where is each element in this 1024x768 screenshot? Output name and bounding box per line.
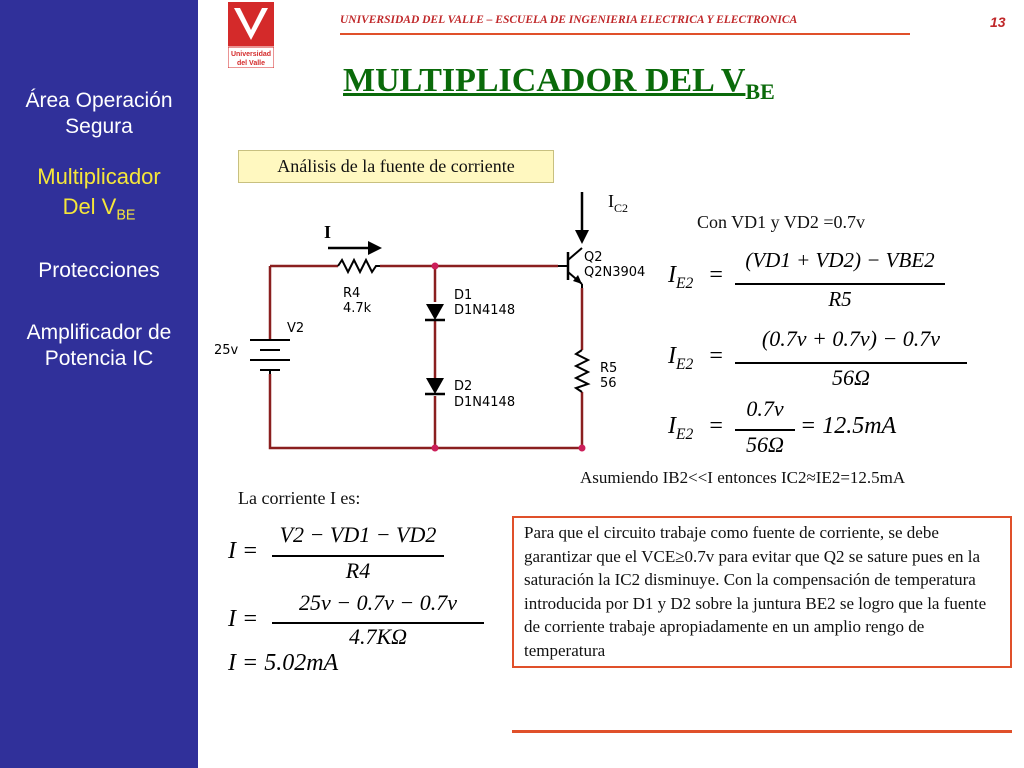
logo-text: Universidad xyxy=(230,51,272,58)
title-subscript: BE xyxy=(745,78,775,104)
eq1-fraction-line xyxy=(735,283,945,285)
q2-part: Q2N3904 xyxy=(584,265,646,280)
left-eq1-fraction-line xyxy=(272,555,444,557)
left-eq2-denominator: 4.7KΩ xyxy=(348,624,408,649)
eq-lhs-subscript: E2 xyxy=(676,355,694,373)
left-eq1-lhs: I = xyxy=(228,538,259,564)
r4-name: R4 xyxy=(343,286,361,301)
sidebar-item-label: Protecciones xyxy=(38,259,160,282)
r4-value: 4.7k xyxy=(343,301,372,316)
sidebar-item-protecciones[interactable] xyxy=(0,258,198,284)
q2-name: Q2 xyxy=(584,250,603,265)
eq3-result: = 12.5mA xyxy=(800,413,897,439)
r5-name: R5 xyxy=(600,361,618,376)
left-eq1-numerator: V2 − VD1 − VD2 xyxy=(279,522,437,547)
sidebar-item-label: Del V xyxy=(62,194,117,219)
eq3-denominator: 56Ω xyxy=(746,432,784,457)
university-header: UNIVERSIDAD DEL VALLE – ESCUELA DE INGENIERIA ELECTRICA Y ELECTRONICA xyxy=(340,14,798,26)
resistor-r4-icon xyxy=(338,260,380,272)
transistor-q2-icon xyxy=(558,248,582,288)
page-number: 13 xyxy=(990,14,1006,30)
sidebar-item-label: Área Operación xyxy=(25,89,173,112)
eq2-denominator: 56Ω xyxy=(832,365,870,390)
d2-name: D2 xyxy=(454,379,473,394)
d1-name: D1 xyxy=(454,288,473,303)
resistor-r5-icon xyxy=(576,350,588,392)
header-divider xyxy=(340,33,910,35)
current-arrow-icon xyxy=(328,241,382,255)
left-eq2-lhs: I = xyxy=(228,606,259,632)
current-label: I xyxy=(324,222,332,242)
eq-lhs: I xyxy=(668,413,676,439)
eq3-numerator: 0.7v xyxy=(746,396,784,421)
sidebar-item-amplificador[interactable] xyxy=(0,320,198,372)
left-eq1-denominator: R4 xyxy=(345,558,371,583)
sidebar-item-multiplicador[interactable] xyxy=(0,162,198,230)
sidebar-item-label: Amplificador de xyxy=(26,321,172,344)
explanation-paragraph: Para que el circuito trabaje como fuente de corriente, se debe garantizar que el VCE≥0.7v para evitar que Q2 se sature pues en la saturación la IC2 disminuye. Con la compensación de temperatura introducida por D1 y D2 sobre la juntura BE2 se logro que la fuente de corriente trabaje apropiadamente en un amplio rengo de temperatura xyxy=(512,516,1012,668)
eq-lhs: I xyxy=(668,343,676,369)
circuit-wires xyxy=(270,266,582,448)
ic2-label: $I_{C2}$ xyxy=(608,191,629,215)
r5-value: 56 xyxy=(600,376,617,391)
sidebar-item-label: Multiplicador xyxy=(37,164,161,189)
d1-part: D1N4148 xyxy=(454,303,516,318)
page-title xyxy=(343,62,775,105)
left-eq3: I = 5.02mA xyxy=(228,650,339,676)
current-intro-text: La corriente I es: xyxy=(238,488,361,508)
sidebar-item-label: Segura xyxy=(65,115,133,138)
eq1-denominator: R5 xyxy=(828,287,852,311)
diode-d1-icon xyxy=(425,304,445,320)
eq1-lhs: $I_{E2}$ = xyxy=(668,262,723,292)
sidebar-item-label: Potencia IC xyxy=(44,347,154,370)
ic2-arrow-icon xyxy=(575,192,589,244)
assumption-text: Asumiendo IB2<<I entonces IC2≈IE2=12.5mA xyxy=(580,468,906,487)
title-main: MULTIPLICADOR DEL V xyxy=(343,62,746,99)
v2-value: 25v xyxy=(214,343,239,358)
eq-lhs: I xyxy=(668,262,676,288)
sidebar-item-subscript: BE xyxy=(116,207,136,224)
left-eq2-numerator: 25v − 0.7v − 0.7v xyxy=(299,590,457,615)
eq-lhs-subscript: E2 xyxy=(676,274,694,292)
logo-text: del Valle xyxy=(236,60,266,67)
eq3-fraction-line xyxy=(735,429,795,431)
university-logo xyxy=(228,2,274,68)
bottom-divider xyxy=(512,730,1012,733)
sidebar-item-area-operacion[interactable] xyxy=(0,88,198,140)
diode-d2-icon xyxy=(425,378,445,394)
eq2-lhs: $I_{E2}$ = xyxy=(668,343,723,373)
eq2-fraction-line xyxy=(735,362,967,364)
condition-text: Con VD1 y VD2 =0.7v xyxy=(697,212,866,232)
eq3-lhs: $I_{E2}$ = xyxy=(668,413,723,443)
section-label: Análisis de la fuente de corriente xyxy=(238,150,554,183)
eq2-numerator: (0.7v + 0.7v) − 0.7v xyxy=(761,326,941,351)
v2-name: V2 xyxy=(287,321,305,336)
eq1-numerator: (VD1 + VD2) − VBE2 xyxy=(745,248,935,272)
eq-lhs-subscript: E2 xyxy=(676,425,694,443)
circuit-diagram xyxy=(210,180,660,480)
d2-part: D1N4148 xyxy=(454,395,516,410)
battery-v2-icon xyxy=(250,340,290,374)
